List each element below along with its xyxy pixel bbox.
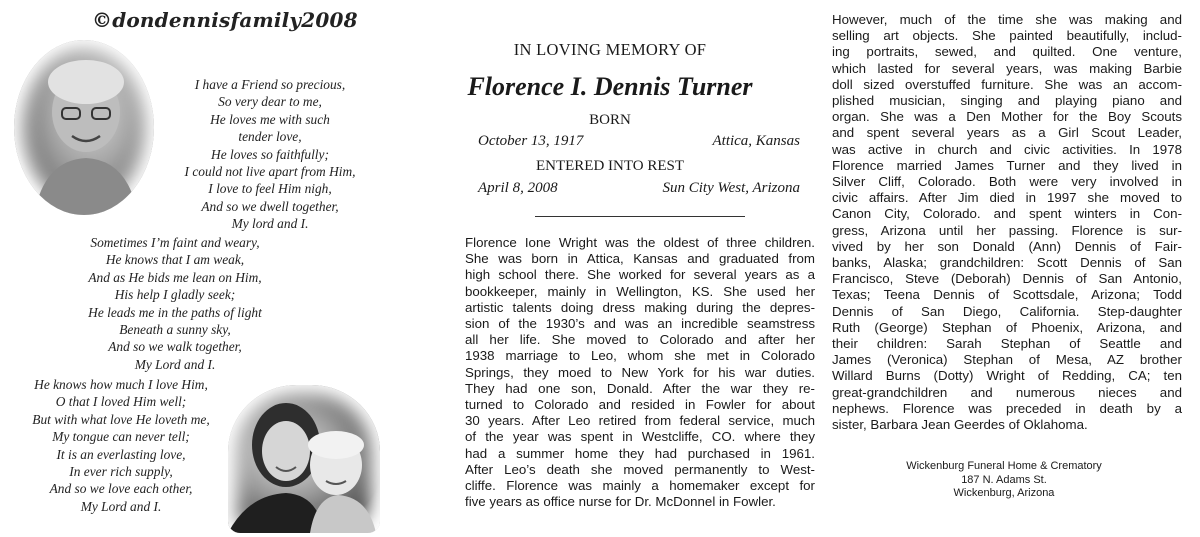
obituary-line: ing portraits, sewed, and quilted. One venture, [832,44,1182,60]
obituary-line: sion of the 1930’s and was an incredible seamstress [465,316,815,332]
obituary-line: of the year was spent in Westcliffe, CO. where they [465,429,815,445]
death-place: Sun City West, Arizona [662,180,800,196]
obituary-line: plished musician, singing and playing piano and [832,93,1182,109]
funeral-home-name: Wickenburg Funeral Home & Crematory [906,460,1102,472]
obituary-line: James (Veronica) Stephan of Mesa, AZ brother [832,352,1182,368]
obituary-text-part-2 [832,12,1182,433]
funeral-home-city: Wickenburg, Arizona [953,487,1055,499]
obituary-line: which lasted for several years, was making Barbie [832,60,1182,76]
poem-line: He loves me with such [210,111,330,127]
obituary-line: was active in church and civic activities. In 1978 [832,141,1182,157]
poem-line: And as He bids me lean on Him, [88,269,262,285]
birth-place: Attica, Kansas [712,133,800,149]
obituary-line: Dennis of San Diego, California. Step-daughter [832,303,1182,319]
obituary-header-panel [400,0,820,537]
poem-line: In ever rich supply, [69,464,173,480]
poem-line: But with what love He loveth me, [32,411,210,427]
obituary-line: Florence Ione Wright was the oldest of three children. [465,235,815,250]
obituary-line: bookkeeper, mainly in Wellington, KS. She used her [465,283,815,299]
obituary-text-part-1 [465,235,815,510]
poem-line: He loves so faithfully; [211,146,329,162]
poem-line: And so we dwell together, [201,198,339,214]
poem-panel [0,0,400,537]
deceased-name: Florence I. Dennis Turner [467,72,753,101]
poem-line: My tongue can never tell; [52,429,190,445]
copyright-watermark: ©dondennisfamily2008 [92,8,358,32]
funeral-home-address: 187 N. Adams St. [961,473,1047,486]
poem-line: I love to feel Him nigh, [208,181,332,197]
funeral-home-info [832,460,1176,501]
poem-line: He knows that I am weak, [105,252,245,268]
poem-line: I have a Friend so precious, [194,77,346,92]
obituary-line: five years as office nurse for Dr. McDonnel in Fowler. [465,494,776,510]
obituary-line: 1938 marriage to Leo, whom she met in Colorado [465,348,815,364]
obituary-line: had a summer home they had purchased in 1961. [465,445,815,461]
born-label: BORN [589,112,631,128]
divider [535,216,745,217]
obituary-line: their children: Sarah Stephan of Seattle and [832,336,1182,352]
poem-line: He leads me in the paths of light [88,304,262,320]
poem-stanza-1 [150,76,390,233]
obituary-line: turned to Colorado and resided in Fowler for about [465,397,815,413]
obituary-line: cliffe. Florence was mainly a homemaker except for [465,478,815,494]
poem-line: Sometimes I’m faint and weary, [90,235,260,250]
obituary-line: Florence married James Turner and they lived in [832,157,1182,173]
poem-line: My Lord and I. [134,356,216,372]
obituary-line: Ruth (George) Stephan of Phoenix, Arizona, and [832,319,1182,335]
memorial-heading: IN LOVING MEMORY OF [513,40,707,59]
obituary-line: vived by her son Donald (Ann) Dennis of Fair- [832,238,1182,254]
portrait-elderly-icon [14,40,154,215]
obituary-line: and spent several years as a Girl Scout Leader, [832,125,1182,141]
poem-line: It is an everlasting love, [56,446,186,462]
obituary-line: Canon City, Colorado. and spent winters in Con- [832,206,1182,222]
poem-line: I could not live apart from Him, [184,164,356,180]
obituary-line: civic affairs. After Jim died in 1997 she moved to [832,190,1182,206]
obituary-line: She was born in Attica, Kansas and graduated from [465,251,815,267]
poem-stanza-3 [6,376,236,515]
obituary-line: high school there. She worked for several years as a [465,267,815,283]
obituary-line: Willard Burns (Dotty) Wright of Redding, CA; ten [832,368,1182,384]
obituary-line: They had one son, Donald. After the war they re- [465,380,815,396]
obituary-line: After Leo’s death she moved permanently to West- [465,461,815,477]
obituary-line: Silver Cliff, Colorado. Both were very involved in [832,174,1182,190]
portrait-mother-child-icon [228,385,380,533]
photo-mother-and-child [228,385,380,533]
obituary-line: Francisco, Steve (Deborah) Dennis of San Antonio, [832,271,1182,287]
poem-line: And so we walk together, [108,339,242,355]
obituary-line: 30 years. After Leo retired from federal service, much [465,413,815,429]
poem-stanza-2 [60,234,290,373]
obituary-line: Texas; Teena Dennis of Scottsdale, Arizona; Todd [832,287,1182,303]
obituary-line: banks, Alaska; grandchildren: Scott Dennis of San [832,255,1182,271]
obituary-line: gress, Arizona until her passing. Florence is sur- [832,222,1182,238]
obituary-line: great-grandchildren and numerous nieces and [832,384,1182,400]
obituary-line: However, much of the time she was making and [832,12,1182,27]
obituary-line: artistic talents doing dress making during the depres- [465,299,815,315]
obituary-line: all her life. She moved to Colorado and after her [465,332,815,348]
obituary-line: doll sized overstuffed furniture. She was an accom- [832,76,1182,92]
obituary-continued-panel [820,0,1200,537]
photo-elderly-woman [14,40,154,215]
obituary-line: nephews. Florence was preceded in death by a [832,400,1182,416]
poem-line: And so we love each other, [49,481,193,497]
obituary-line: sister, Barbara Jean Geerdes of Oklahoma. [832,417,1088,433]
poem-line: Beneath a sunny sky, [119,322,231,338]
poem-line: So very dear to me, [218,94,322,110]
obituary-line: organ. She was a Den Mother for the Boy Scouts [832,109,1182,125]
obituary-line: selling art objects. She painted beautifully, includ- [832,28,1182,44]
poem-line: My Lord and I. [80,498,162,514]
birth-date: October 13, 1917 [478,133,584,149]
poem-line: His help I gladly seek; [114,287,236,303]
poem-line: O that I loved Him well; [55,394,187,410]
rest-label: ENTERED INTO REST [535,158,685,174]
poem-line: My lord and I. [231,216,309,232]
poem-line: He knows how much I love Him, [34,377,208,392]
poem-line: tender love, [238,129,302,145]
obituary-line: Springs, they moed to New York for his war duties. [465,364,815,380]
death-date: April 8, 2008 [478,180,558,196]
